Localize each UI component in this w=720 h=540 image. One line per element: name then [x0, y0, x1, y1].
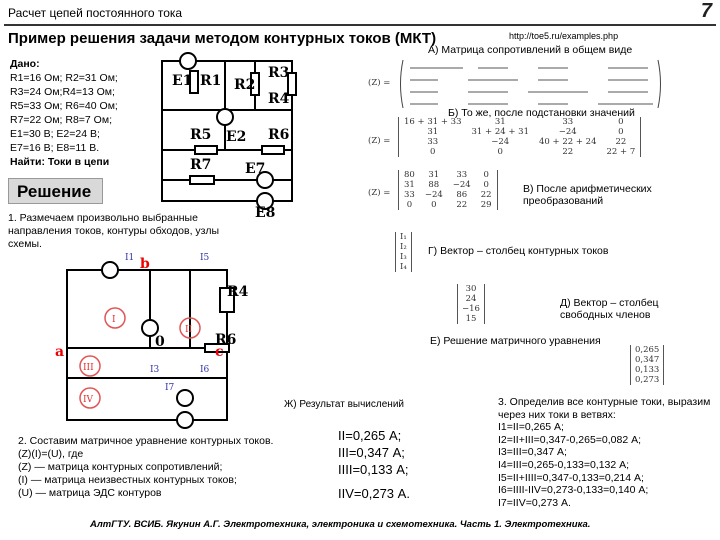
given-line: R3=24 Ом;R4=13 Ом; — [10, 86, 115, 98]
current-I6: I6 — [200, 365, 210, 375]
matrix-cell: 86 — [456, 190, 468, 200]
node-a: a — [55, 344, 65, 360]
label-E7: E7 — [245, 161, 266, 177]
current-vector — [395, 232, 412, 272]
node-0: 0 — [155, 334, 165, 350]
topic-label: Расчет цепей постоянного тока — [8, 6, 183, 20]
label-R2: R2 — [234, 77, 256, 93]
matrix-cell: 31 — [404, 180, 415, 190]
matrix-general-form — [368, 58, 668, 110]
label-E8: E8 — [255, 205, 276, 221]
footer-credit: АлтГТУ. ВСИБ. Якунин А.Г. Электротехника, электроника и схемотехника. Часть 1. Электротехника. — [90, 519, 591, 530]
step1-text: 1. Размечаем произвольно выбранные направления токов, контуры обходов, узлы схемы. — [8, 212, 220, 250]
label-R1: R1 — [200, 73, 222, 89]
label-R6b: R6 — [215, 332, 237, 348]
matrix-cell: 0 — [483, 170, 489, 180]
step3-line: I2=II+III=0,347-0,265=0,082 А; — [498, 433, 642, 446]
loop-III: III — [83, 363, 94, 373]
given-line: R1=16 Ом; R2=31 Ом; — [10, 72, 118, 84]
caption-zh: Ж) Результат вычислений — [284, 399, 404, 410]
circuit-diagram-annotated — [55, 248, 249, 428]
given-line: R7=22 Ом; R8=7 Ом; — [10, 114, 112, 126]
loop-IV: IV — [83, 395, 94, 405]
matrix-row — [399, 137, 641, 147]
matrix-cell: 31 — [427, 127, 439, 137]
vector-cell: I₂ — [400, 242, 407, 252]
vector-cell: −16 — [462, 304, 480, 314]
matrix-row — [399, 147, 641, 157]
z-symbol-a: (Z) = — [368, 78, 391, 88]
caption-d: Д) Вектор – столбец свободных членов — [560, 297, 659, 321]
node-b: b — [140, 256, 150, 272]
step2-line: (I) — матрица неизвестных контурных токов; — [18, 474, 237, 486]
result-line: II=0,265 А; — [338, 428, 402, 443]
caption-b: Б) То же, после подстановки значений — [448, 107, 635, 119]
loop-II: II — [185, 325, 193, 335]
solution-heading: Решение — [8, 178, 103, 204]
label-E1: E1 — [172, 73, 193, 89]
label-R4: R4 — [268, 91, 290, 107]
vector-cell: 24 — [465, 294, 477, 304]
step3-line: I7=IIV=0,273 А. — [498, 496, 571, 509]
solution-vector — [630, 345, 664, 385]
step3-line: I6=IIII-IIV=0,273-0,133=0,140 А; — [498, 484, 649, 497]
matrix-cell: 88 — [428, 180, 440, 190]
matrix-cell: 31 — [494, 117, 506, 127]
matrix-cell: 33 — [562, 117, 574, 127]
matrix-cell: 33 — [427, 137, 439, 147]
matrix-row — [399, 127, 641, 137]
matrix-cell: 0 — [618, 127, 624, 137]
matrix-cell: 0 — [431, 200, 437, 210]
page-number: 7 — [700, 0, 712, 22]
label-R7: R7 — [190, 157, 212, 173]
z-symbol-c: (Z) = — [368, 188, 391, 198]
step2-intro: 2. Составим матричное уравнение контурных токов. (Z)(I)=(U), где — [18, 435, 274, 460]
matrix-cell: 22 — [456, 200, 468, 210]
vector-cell: 0,133 — [635, 365, 660, 375]
matrix-cell: 31 + 24 + 31 — [471, 127, 529, 137]
matrix-row — [399, 190, 498, 200]
step3-block — [498, 396, 713, 509]
step2-block — [18, 435, 288, 500]
current-I7: I7 — [165, 383, 175, 393]
matrix-cell: 0 — [618, 117, 624, 127]
matrix-cell: 33 — [404, 190, 415, 200]
vector-cell: I₁ — [400, 232, 407, 242]
vector-cell: 30 — [465, 284, 477, 294]
given-block — [10, 57, 118, 169]
step3-intro: 3. Определив все контурные токи, выразим через них токи в ветвях: — [498, 396, 711, 421]
step3-line: I5=II+IIII=0,347-0,133=0,214 А; — [498, 471, 644, 484]
vector-cell: 0,347 — [635, 355, 660, 365]
given-line: E1=30 В; E2=24 В; — [10, 128, 100, 140]
find-line: Найти: Токи в цепи — [10, 156, 110, 168]
step3-line: I3=III=0,347 А; — [498, 446, 567, 459]
label-R5: R5 — [190, 127, 212, 143]
matrix-cell: 22 — [480, 190, 492, 200]
caption-a: А) Матрица сопротивлений в общем виде — [428, 44, 633, 56]
loop-I: I — [112, 315, 116, 325]
matrix-cell: −24 — [491, 137, 510, 147]
current-I1: I1 — [125, 253, 135, 263]
matrix-cell: 16 + 31 + 33 — [404, 117, 462, 127]
step2-line: (Z) — матрица контурных сопротивлений; — [18, 461, 223, 473]
current-I5: I5 — [200, 253, 210, 263]
header-divider — [4, 24, 716, 26]
matrix-cell: −24 — [424, 190, 443, 200]
caption-g: Г) Вектор – столбец контурных токов — [428, 245, 609, 257]
matrix-row — [399, 170, 498, 180]
step3-line: I1=II=0,265 А; — [498, 421, 564, 434]
current-I3: I3 — [150, 365, 160, 375]
emf-vector — [457, 284, 485, 324]
matrix-cell: 22 + 7 — [606, 147, 636, 157]
label-R6: R6 — [268, 127, 290, 143]
matrix-simplified — [398, 170, 498, 210]
given-line: R5=33 Ом; R6=40 Ом; — [10, 100, 118, 112]
result-line: IIII=0,133 А; — [338, 462, 409, 477]
vector-cell: 0,265 — [635, 345, 660, 355]
matrix-cell: 31 — [428, 170, 440, 180]
vector-cell: 15 — [465, 314, 477, 324]
node-c: c — [215, 344, 224, 360]
matrix-cell: 0 — [497, 147, 503, 157]
matrix-cell: 22 — [562, 147, 574, 157]
matrix-row — [399, 117, 641, 127]
result-line: IIV=0,273 А. — [338, 486, 410, 501]
vector-cell: I₄ — [400, 262, 407, 272]
matrix-cell: 22 — [615, 137, 627, 147]
matrix-cell: 40 + 22 + 24 — [539, 137, 597, 147]
matrix-cell: 80 — [404, 170, 415, 180]
circuit-diagram-top — [150, 55, 305, 220]
matrix-cell: −24 — [558, 127, 577, 137]
given-label: Дано: — [10, 58, 40, 70]
matrix-cell: 33 — [456, 170, 468, 180]
matrix-cell: 29 — [480, 200, 492, 210]
matrix-row — [399, 200, 498, 210]
step2-line: (U) — матрица ЭДС контуров — [18, 487, 162, 499]
caption-c: В) После арифметических преобразований — [523, 183, 652, 207]
matrix-cell: 0 — [406, 200, 413, 210]
matrix-row — [399, 180, 498, 190]
source-url: http://toe5.ru/examples.php — [509, 31, 619, 41]
z-symbol-b: (Z) = — [368, 136, 391, 146]
label-E2: E2 — [226, 129, 247, 145]
matrix-cell: −24 — [452, 180, 471, 190]
vector-cell: I₃ — [400, 252, 407, 262]
matrix-cell: 0 — [430, 147, 436, 157]
given-line: E7=16 В; E8=11 В. — [10, 142, 100, 154]
result-line: III=0,347 А; — [338, 445, 405, 460]
matrix-cell: 0 — [483, 180, 489, 190]
caption-e: Е) Решение матричного уравнения — [430, 335, 601, 347]
matrix-substituted — [398, 117, 641, 157]
vector-cell: 0,273 — [635, 375, 660, 385]
label-R3: R3 — [268, 65, 290, 81]
label-R4b: R4 — [227, 284, 249, 300]
page-title: Пример решения задачи методом контурных токов (МКТ) — [8, 30, 437, 47]
step3-line: I4=III=0,265-0,133=0,132 А; — [498, 458, 630, 471]
